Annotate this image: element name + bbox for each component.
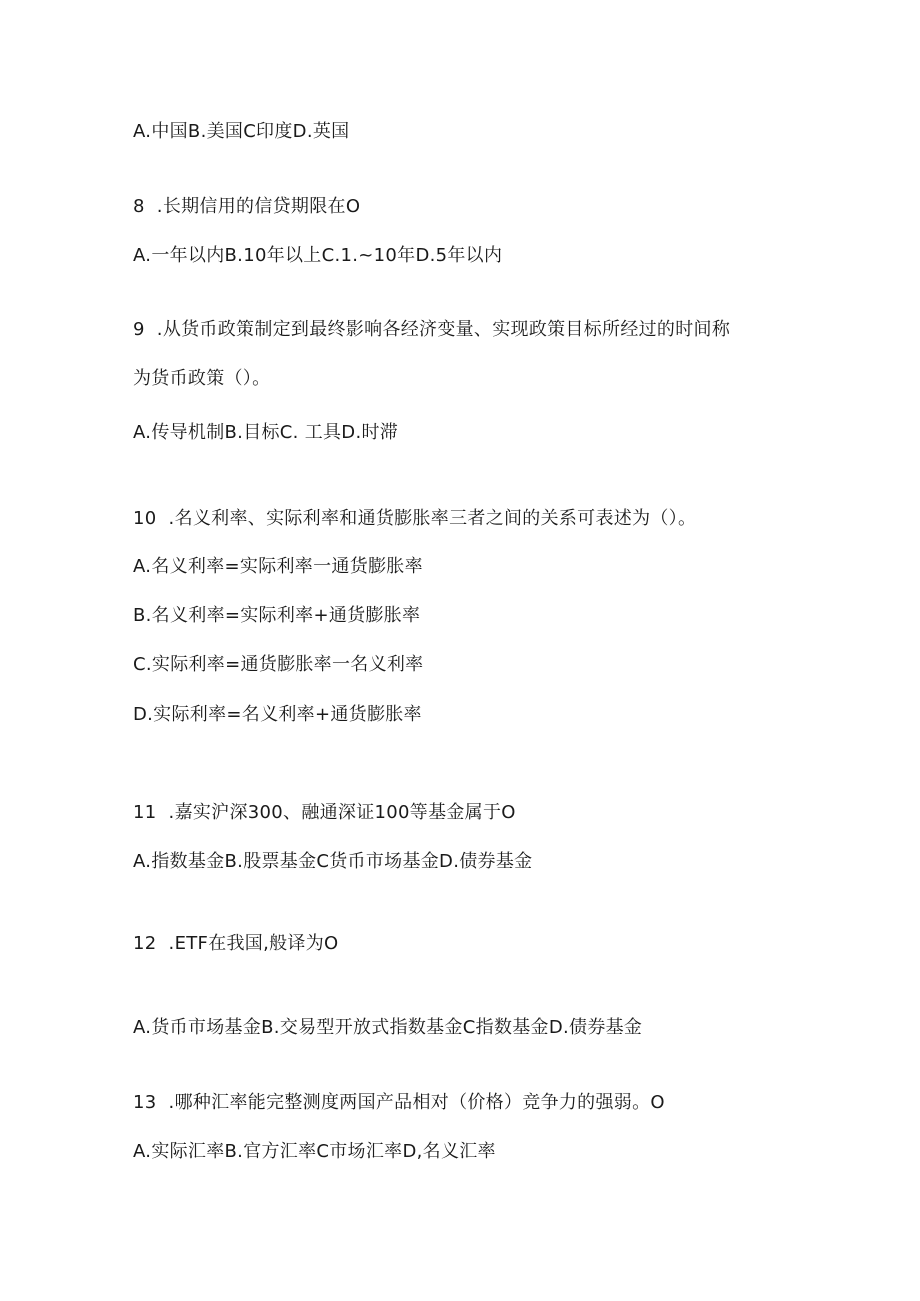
q8-options: A.一年以内B.10年以上C.1.~10年D.5年以内 (133, 245, 503, 266)
q9-options: A.传导机制B.目标C. 工具D.时滞 (133, 422, 399, 443)
q13-options: A.实际汇率B.官方汇率C市场汇率D,名义汇率 (133, 1141, 496, 1162)
q11-options: A.指数基金B.股票基金C货币市场基金D.债券基金 (133, 851, 533, 872)
q10-option-b: B.名义利率=实际利率+通货膨胀率 (133, 605, 421, 626)
q7-options: A.中国B.美国C印度D.英国 (133, 121, 350, 142)
q13-question: 13 .哪种汇率能完整测度两国产品相对（价格）竞争力的强弱。O (133, 1092, 665, 1113)
q10-option-c: C.实际利率=通货膨胀率一名义利率 (133, 654, 424, 675)
q10-option-a: A.名义利率=实际利率一通货膨胀率 (133, 556, 423, 577)
q12-question: 12 .ETF在我国,般译为O (133, 933, 339, 954)
q9-question-line2: 为货币政策（）。 (133, 368, 271, 389)
q11-question: 11 .嘉实沪深300、融通深证100等基金属于O (133, 802, 516, 823)
q10-option-d: D.实际利率=名义利率+通货膨胀率 (133, 704, 422, 725)
q9-question-line1: 9 .从货币政策制定到最终影响各经济变量、实现政策目标所经过的时间称 (133, 319, 731, 340)
q8-question: 8 .长期信用的信贷期限在O (133, 196, 361, 217)
q12-options: A.货币市场基金B.交易型开放式指数基金C指数基金D.债券基金 (133, 1017, 643, 1038)
q10-question: 10 .名义利率、实际利率和通货膨胀率三者之间的关系可表述为（）。 (133, 508, 697, 529)
